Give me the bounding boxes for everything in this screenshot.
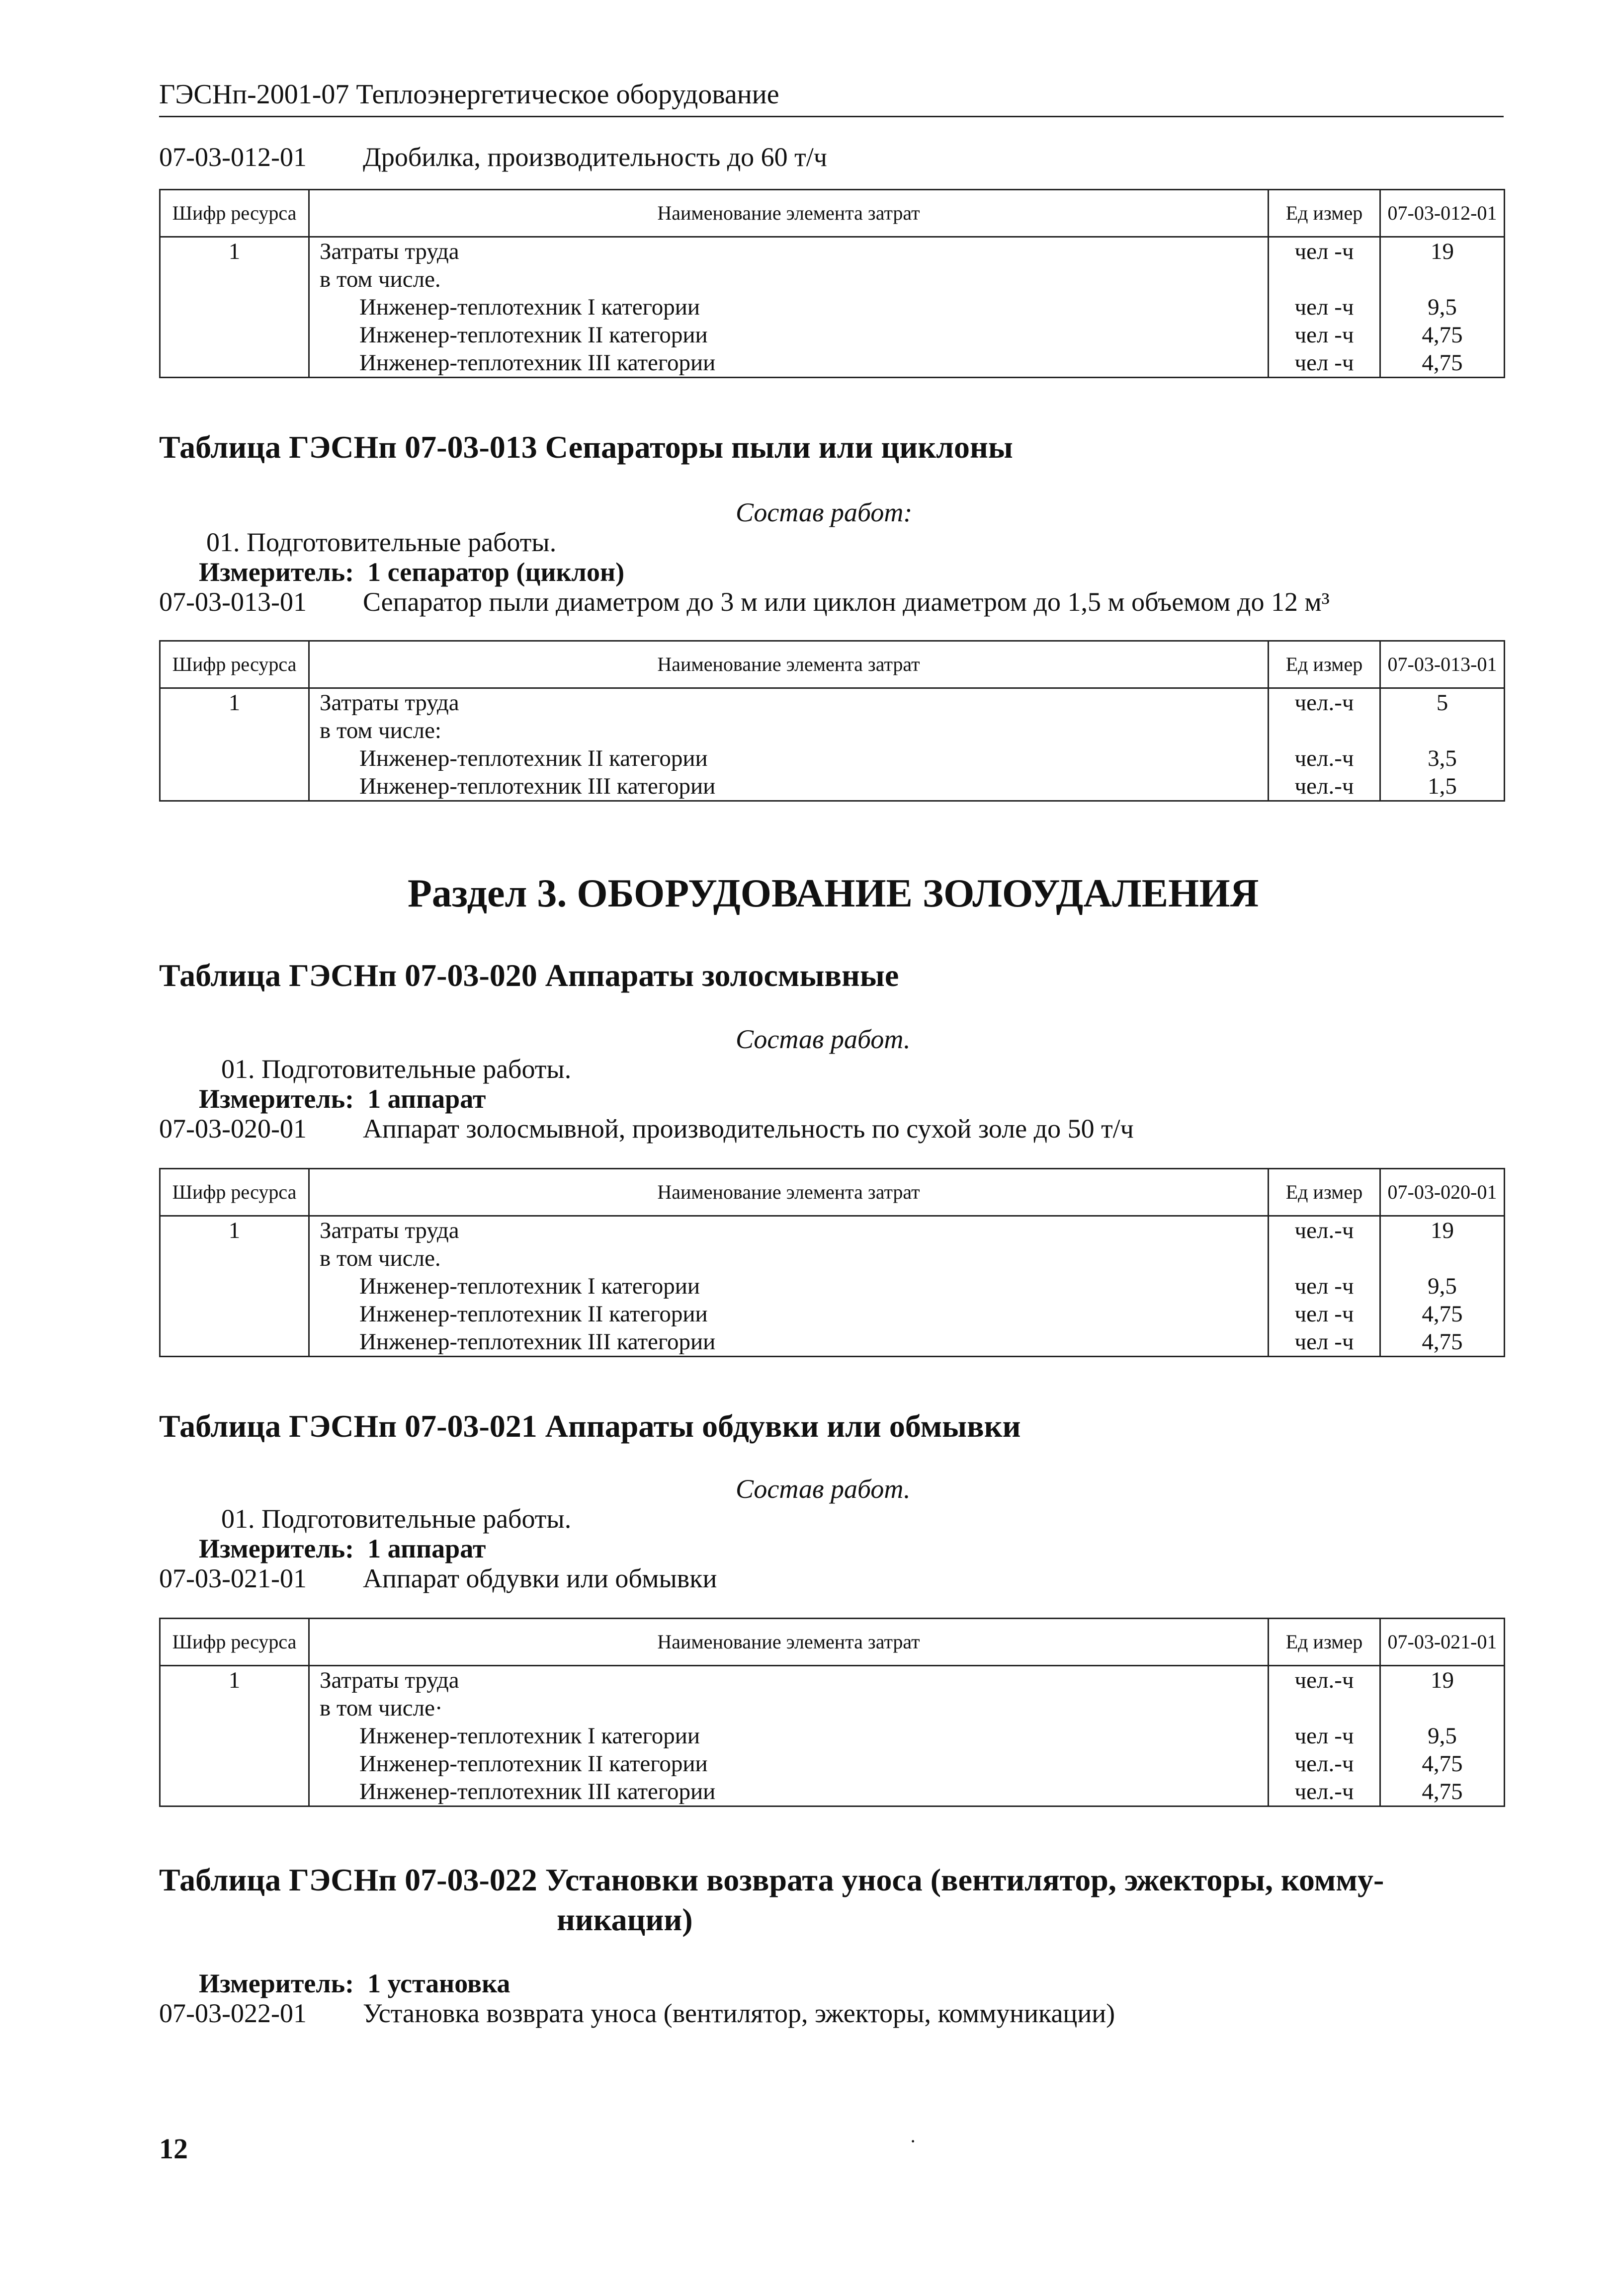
cell-name: Затраты труда — [309, 688, 1269, 717]
table-row — [160, 772, 1505, 801]
meter-value: 1 аппарат — [367, 1534, 486, 1563]
item-line-012-01 — [159, 142, 827, 172]
cell-name: Инженер-теплотехник III категории — [309, 772, 1269, 801]
cell-name: в том числе· — [309, 1694, 1269, 1722]
cell-code — [160, 321, 309, 349]
cell-unit: чел.-ч — [1269, 744, 1380, 772]
item-code: 07-03-013-01 — [159, 587, 307, 617]
cell-value: 19 — [1380, 1666, 1505, 1695]
col-header-code: Шифр ресурса — [160, 1169, 309, 1216]
col-header-id: 07-03-020-01 — [1380, 1169, 1505, 1216]
item-code: 07-03-022-01 — [159, 1998, 307, 2028]
item-name: Установка возврата уноса (вентилятор, эжекторы, коммуникации) — [363, 1998, 1115, 2028]
col-header-unit: Ед измер — [1269, 190, 1380, 237]
cell-code — [160, 744, 309, 772]
cell-name: в том числе. — [309, 1244, 1269, 1272]
cell-unit: чел -ч — [1269, 349, 1380, 378]
cell-value: 4,75 — [1380, 349, 1505, 378]
cell-unit — [1269, 265, 1380, 293]
section-title: Раздел 3. ОБОРУДОВАНИЕ ЗОЛОУДАЛЕНИЯ — [408, 872, 1259, 915]
work-item: 01. Подготовительные работы. — [221, 1504, 572, 1534]
table-row — [160, 688, 1505, 717]
table-row — [160, 744, 1505, 772]
table-row — [160, 1216, 1505, 1245]
meter-line — [199, 557, 624, 587]
table-title-022-line1: Таблица ГЭСНп 07-03-022 Установки возврата уноса (вентилятор, эжекторы, комму- — [159, 1862, 1384, 1897]
col-header-code: Шифр ресурса — [160, 641, 309, 688]
cell-name: Затраты труда — [309, 237, 1269, 266]
cell-value — [1380, 1244, 1505, 1272]
meter-value: 1 сепаратор (циклон) — [367, 557, 625, 587]
item-line-022-01 — [159, 1998, 1115, 2029]
table-title-020: Таблица ГЭСНп 07-03-020 Аппараты золосмывные — [159, 958, 899, 993]
cell-unit — [1269, 1694, 1380, 1722]
meter-label: Измеритель: — [199, 1968, 354, 1998]
cell-value: 4,75 — [1380, 321, 1505, 349]
item-name: Аппарат обдувки или обмывки — [363, 1563, 717, 1593]
resource-table-021 — [159, 1618, 1505, 1807]
meter-label: Измеритель: — [199, 1084, 354, 1114]
item-name: Дробилка, производительность до 60 т/ч — [363, 142, 827, 172]
cell-value: 19 — [1380, 237, 1505, 266]
cell-code — [160, 772, 309, 801]
col-header-name: Наименование элемента затрат — [309, 641, 1269, 688]
cell-name: Инженер-теплотехник III категории — [309, 1328, 1269, 1357]
running-header: ГЭСНп-2001-07 Теплоэнергетическое оборудование — [159, 77, 1504, 117]
item-line-020-01 — [159, 1113, 1134, 1144]
col-header-unit: Ед измер — [1269, 1619, 1380, 1666]
cell-code — [160, 1778, 309, 1806]
table-row — [160, 349, 1505, 378]
cell-name: Инженер-теплотехник I категории — [309, 293, 1269, 321]
item-line-021-01 — [159, 1563, 717, 1594]
col-header-id: 07-03-013-01 — [1380, 641, 1505, 688]
cell-value: 9,5 — [1380, 293, 1505, 321]
cell-code: 1 — [160, 237, 309, 266]
composition-label: Состав работ: — [736, 497, 913, 527]
cell-name: Инженер-теплотехник II категории — [309, 321, 1269, 349]
cell-code — [160, 349, 309, 378]
cell-unit: чел.-ч — [1269, 1216, 1380, 1245]
cell-unit: чел -ч — [1269, 1300, 1380, 1328]
table-row — [160, 1722, 1505, 1750]
cell-unit: чел -ч — [1269, 321, 1380, 349]
cell-unit — [1269, 717, 1380, 744]
cell-code — [160, 1328, 309, 1357]
cell-unit: чел.-ч — [1269, 1666, 1380, 1695]
cell-value: 4,75 — [1380, 1750, 1505, 1778]
item-code: 07-03-021-01 — [159, 1563, 307, 1593]
table-row — [160, 1300, 1505, 1328]
meter-line — [199, 1968, 510, 1999]
cell-name: Инженер-теплотехник III категории — [309, 1778, 1269, 1806]
table-row — [160, 293, 1505, 321]
cell-name: Затраты труда — [309, 1666, 1269, 1695]
cell-name: в том числе: — [309, 717, 1269, 744]
table-row — [160, 1778, 1505, 1806]
col-header-name: Наименование элемента затрат — [309, 1619, 1269, 1666]
cell-code — [160, 1272, 309, 1300]
cell-unit: чел.-ч — [1269, 1778, 1380, 1806]
cell-value: 4,75 — [1380, 1328, 1505, 1357]
table-row — [160, 717, 1505, 744]
cell-value: 9,5 — [1380, 1722, 1505, 1750]
cell-code — [160, 265, 309, 293]
table-row — [160, 237, 1505, 266]
cell-value — [1380, 1694, 1505, 1722]
resource-table-020 — [159, 1168, 1505, 1357]
col-header-id: 07-03-021-01 — [1380, 1619, 1505, 1666]
cell-unit: чел.-ч — [1269, 772, 1380, 801]
table-title-013: Таблица ГЭСНп 07-03-013 Сепараторы пыли или циклоны — [159, 429, 1013, 465]
meter-label: Измеритель: — [199, 557, 354, 587]
table-row — [160, 265, 1505, 293]
cell-value: 9,5 — [1380, 1272, 1505, 1300]
resource-table-012 — [159, 189, 1505, 378]
col-header-name: Наименование элемента затрат — [309, 1169, 1269, 1216]
cell-unit: чел -ч — [1269, 1722, 1380, 1750]
cell-code — [160, 1750, 309, 1778]
item-line-013-01 — [159, 586, 1330, 617]
cell-name: Инженер-теплотехник II категории — [309, 1750, 1269, 1778]
cell-unit: чел -ч — [1269, 1272, 1380, 1300]
col-header-id: 07-03-012-01 — [1380, 190, 1505, 237]
table-title-022-line2: никации) — [557, 1902, 693, 1937]
stray-dot: · — [910, 2130, 917, 2152]
table-row — [160, 1666, 1505, 1695]
cell-value: 5 — [1380, 688, 1505, 717]
col-header-unit: Ед измер — [1269, 641, 1380, 688]
cell-name: Инженер-теплотехник III категории — [309, 349, 1269, 378]
cell-value: 3,5 — [1380, 744, 1505, 772]
cell-value: 1,5 — [1380, 772, 1505, 801]
table-row — [160, 1328, 1505, 1357]
table-row — [160, 1750, 1505, 1778]
item-name: Сепаратор пыли диаметром до 3 м или циклон диаметром до 1,5 м объемом до 12 м³ — [363, 587, 1330, 617]
page-number: 12 — [159, 2132, 188, 2165]
cell-name: Инженер-теплотехник I категории — [309, 1272, 1269, 1300]
work-item: 01. Подготовительные работы. — [221, 1054, 572, 1084]
composition-label: Состав работ. — [736, 1024, 911, 1054]
cell-code — [160, 293, 309, 321]
col-header-code: Шифр ресурса — [160, 1619, 309, 1666]
cell-code — [160, 1244, 309, 1272]
item-code: 07-03-012-01 — [159, 142, 307, 172]
col-header-name: Наименование элемента затрат — [309, 190, 1269, 237]
col-header-code: Шифр ресурса — [160, 190, 309, 237]
col-header-unit: Ед измер — [1269, 1169, 1380, 1216]
item-name: Аппарат золосмывной, производительность по сухой золе до 50 т/ч — [363, 1114, 1134, 1144]
cell-unit: чел -ч — [1269, 1328, 1380, 1357]
cell-code — [160, 1694, 309, 1722]
table-row — [160, 1694, 1505, 1722]
cell-unit: чел.-ч — [1269, 1750, 1380, 1778]
work-item: 01. Подготовительные работы. — [206, 527, 557, 557]
cell-code — [160, 717, 309, 744]
meter-label: Измеритель: — [199, 1534, 354, 1563]
cell-code — [160, 1722, 309, 1750]
meter-value: 1 аппарат — [367, 1084, 486, 1114]
composition-label: Состав работ. — [736, 1474, 911, 1504]
cell-unit: чел -ч — [1269, 237, 1380, 266]
table-row — [160, 1244, 1505, 1272]
cell-name: Инженер-теплотехник II категории — [309, 1300, 1269, 1328]
cell-name: Инженер-теплотехник I категории — [309, 1722, 1269, 1750]
cell-value: 4,75 — [1380, 1300, 1505, 1328]
meter-line — [199, 1533, 486, 1564]
cell-name: Инженер-теплотехник II категории — [309, 744, 1269, 772]
meter-line — [199, 1083, 486, 1114]
cell-unit — [1269, 1244, 1380, 1272]
cell-unit: чел -ч — [1269, 293, 1380, 321]
cell-value: 19 — [1380, 1216, 1505, 1245]
table-row — [160, 321, 1505, 349]
item-code: 07-03-020-01 — [159, 1114, 307, 1144]
table-row — [160, 1272, 1505, 1300]
cell-name: Затраты труда — [309, 1216, 1269, 1245]
cell-name: в том числе. — [309, 265, 1269, 293]
cell-value — [1380, 265, 1505, 293]
meter-value: 1 установка — [367, 1968, 510, 1998]
cell-value: 4,75 — [1380, 1778, 1505, 1806]
resource-table-013 — [159, 640, 1505, 802]
cell-code: 1 — [160, 1666, 309, 1695]
cell-unit: чел.-ч — [1269, 688, 1380, 717]
table-title-021: Таблица ГЭСНп 07-03-021 Аппараты обдувки или обмывки — [159, 1408, 1021, 1444]
cell-value — [1380, 717, 1505, 744]
cell-code: 1 — [160, 688, 309, 717]
cell-code: 1 — [160, 1216, 309, 1245]
cell-code — [160, 1300, 309, 1328]
